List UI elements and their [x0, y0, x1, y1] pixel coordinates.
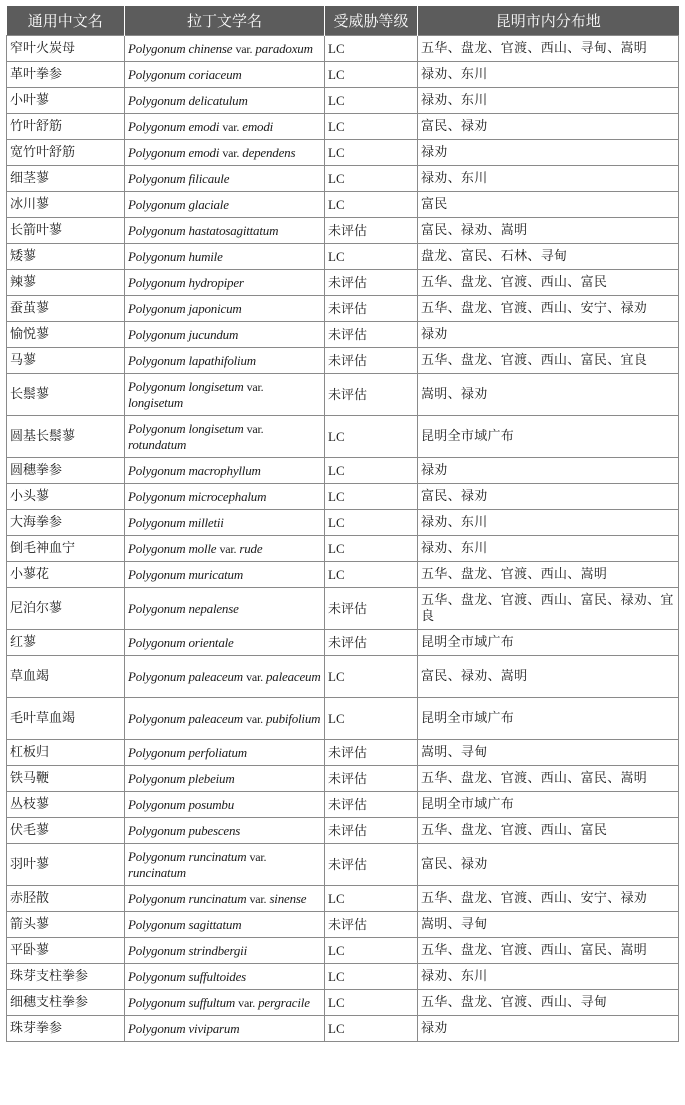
infraspecific-text: rotundatum — [128, 436, 187, 452]
distribution-cell: 富民、禄劝 — [418, 844, 679, 886]
epithet-text: lapathifolium — [188, 352, 256, 368]
table-header — [7, 6, 679, 36]
distribution-cell: 禄劝、东川 — [418, 166, 679, 192]
latin-name-cell — [125, 792, 325, 818]
latin-name-cell — [125, 1016, 325, 1042]
latin-name-cell — [125, 510, 325, 536]
latin-name-cell — [125, 964, 325, 990]
common-name-cell: 倒毛神血宁 — [7, 536, 125, 562]
epithet-text: milletii — [188, 514, 224, 530]
table-row — [7, 844, 679, 886]
threat-level-cell: LC — [325, 140, 418, 166]
threat-level-cell: LC — [325, 562, 418, 588]
epithet-text: orientale — [188, 634, 234, 650]
distribution-cell: 禄劝、东川 — [418, 62, 679, 88]
genus-text: Polygonum — [128, 770, 186, 786]
latin-name-cell — [125, 630, 325, 656]
common-name-cell: 红蓼 — [7, 630, 125, 656]
latin-name-cell — [125, 218, 325, 244]
latin-name-cell — [125, 244, 325, 270]
epithet-text: muricatum — [188, 566, 244, 582]
common-name-cell: 窄叶火炭母 — [7, 36, 125, 62]
header-common-name: 通用中文名 — [7, 6, 125, 36]
table-row — [7, 244, 679, 270]
latin-name-cell — [125, 938, 325, 964]
rank-text: var. — [222, 119, 240, 134]
latin-name-cell — [125, 818, 325, 844]
table-row — [7, 62, 679, 88]
infraspecific-text: paleaceum — [266, 668, 321, 684]
latin-name-cell — [125, 62, 325, 88]
rank-text: var. — [249, 849, 267, 864]
threat-level-cell: LC — [325, 698, 418, 740]
epithet-text: filicaule — [188, 170, 230, 186]
latin-name-cell — [125, 416, 325, 458]
threat-level-cell: 未评估 — [325, 296, 418, 322]
table-row — [7, 886, 679, 912]
genus-text: Polygonum — [128, 248, 186, 264]
table-row — [7, 588, 679, 630]
genus-text: Polygonum — [128, 378, 186, 394]
epithet-text: emodi — [188, 144, 220, 160]
infraspecific-text: sinense — [269, 890, 307, 906]
threat-level-cell: 未评估 — [325, 588, 418, 630]
distribution-cell: 禄劝、东川 — [418, 536, 679, 562]
genus-text: Polygonum — [128, 600, 186, 616]
distribution-cell: 昆明全市域广布 — [418, 630, 679, 656]
epithet-text: paleaceum — [188, 710, 243, 726]
distribution-cell: 五华、盘龙、官渡、西山、富民、嵩明 — [418, 938, 679, 964]
latin-name-cell — [125, 140, 325, 166]
common-name-cell: 矮蓼 — [7, 244, 125, 270]
latin-name-cell — [125, 844, 325, 886]
genus-text: Polygonum — [128, 40, 186, 56]
distribution-cell: 盘龙、富民、石林、寻甸 — [418, 244, 679, 270]
table-row — [7, 218, 679, 244]
distribution-cell: 五华、盘龙、官渡、西山、嵩明 — [418, 562, 679, 588]
epithet-text: jucundum — [188, 326, 239, 342]
infraspecific-text: dependens — [242, 144, 296, 160]
threat-level-cell: LC — [325, 88, 418, 114]
threat-level-cell: 未评估 — [325, 348, 418, 374]
latin-name-cell — [125, 114, 325, 140]
table-row — [7, 818, 679, 844]
distribution-cell: 嵩明、寻甸 — [418, 740, 679, 766]
genus-text: Polygonum — [128, 796, 186, 812]
threat-level-cell: 未评估 — [325, 322, 418, 348]
epithet-text: plebeium — [188, 770, 235, 786]
table-row — [7, 740, 679, 766]
distribution-cell: 五华、盘龙、官渡、西山、富民、嵩明 — [418, 766, 679, 792]
common-name-cell: 圆穗拳参 — [7, 458, 125, 484]
common-name-cell: 杠板归 — [7, 740, 125, 766]
common-name-cell: 竹叶舒筋 — [7, 114, 125, 140]
threat-level-cell: LC — [325, 36, 418, 62]
latin-name-cell — [125, 740, 325, 766]
common-name-cell: 铁马鞭 — [7, 766, 125, 792]
genus-text: Polygonum — [128, 634, 186, 650]
epithet-text: emodi — [188, 118, 220, 134]
threat-level-cell: 未评估 — [325, 218, 418, 244]
rank-text: var. — [235, 41, 253, 56]
table-row — [7, 990, 679, 1016]
latin-name-cell — [125, 322, 325, 348]
threat-level-cell: 未评估 — [325, 630, 418, 656]
rank-text: var. — [246, 669, 263, 684]
table-row — [7, 140, 679, 166]
epithet-text: viviparum — [188, 1020, 240, 1036]
infraspecific-text: longisetum — [128, 394, 184, 410]
genus-text: Polygonum — [128, 890, 186, 906]
threat-level-cell: LC — [325, 656, 418, 698]
rank-text: var. — [222, 145, 240, 160]
genus-text: Polygonum — [128, 942, 186, 958]
latin-name-cell — [125, 766, 325, 792]
epithet-text: strindbergii — [188, 942, 247, 958]
genus-text: Polygonum — [128, 144, 186, 160]
distribution-cell: 禄劝 — [418, 140, 679, 166]
genus-text: Polygonum — [128, 66, 186, 82]
distribution-cell: 禄劝、东川 — [418, 510, 679, 536]
epithet-text: coriaceum — [188, 66, 242, 82]
genus-text: Polygonum — [128, 540, 186, 556]
latin-name-cell — [125, 990, 325, 1016]
common-name-cell: 冰川蓼 — [7, 192, 125, 218]
distribution-cell: 禄劝、东川 — [418, 964, 679, 990]
common-name-cell: 毛叶草血竭 — [7, 698, 125, 740]
threat-level-cell: LC — [325, 990, 418, 1016]
genus-text: Polygonum — [128, 1020, 186, 1036]
distribution-cell: 五华、盘龙、官渡、西山、富民 — [418, 270, 679, 296]
common-name-cell: 珠芽拳参 — [7, 1016, 125, 1042]
genus-text: Polygonum — [128, 274, 186, 290]
epithet-text: longisetum — [188, 420, 244, 436]
common-name-cell: 细穗支柱拳参 — [7, 990, 125, 1016]
distribution-cell: 五华、盘龙、官渡、西山、安宁、禄劝 — [418, 886, 679, 912]
epithet-text: molle — [188, 540, 217, 556]
latin-name-cell — [125, 192, 325, 218]
genus-text: Polygonum — [128, 462, 186, 478]
infraspecific-text: emodi — [242, 118, 274, 134]
genus-text: Polygonum — [128, 222, 186, 238]
epithet-text: delicatulum — [188, 92, 248, 108]
distribution-cell: 五华、盘龙、官渡、西山、富民 — [418, 818, 679, 844]
epithet-text: chinense — [188, 40, 233, 56]
table-row — [7, 166, 679, 192]
threat-level-cell: LC — [325, 1016, 418, 1042]
threat-level-cell: 未评估 — [325, 766, 418, 792]
threat-level-cell: 未评估 — [325, 270, 418, 296]
table-row — [7, 656, 679, 698]
threat-level-cell: LC — [325, 62, 418, 88]
distribution-cell: 富民、禄劝 — [418, 114, 679, 140]
latin-name-cell — [125, 374, 325, 416]
threat-level-cell: LC — [325, 484, 418, 510]
header-threat-level: 受威胁等级 — [325, 6, 418, 36]
table-row — [7, 698, 679, 740]
threat-level-cell: LC — [325, 964, 418, 990]
distribution-cell: 富民 — [418, 192, 679, 218]
epithet-text: perfoliatum — [188, 744, 247, 760]
genus-text: Polygonum — [128, 170, 186, 186]
latin-name-cell — [125, 912, 325, 938]
epithet-text: posumbu — [188, 796, 235, 812]
rank-text: var. — [246, 421, 264, 436]
genus-text: Polygonum — [128, 118, 186, 134]
epithet-text: paleaceum — [188, 668, 243, 684]
threat-level-cell: LC — [325, 510, 418, 536]
distribution-cell: 五华、盘龙、官渡、西山、寻甸 — [418, 990, 679, 1016]
genus-text: Polygonum — [128, 196, 186, 212]
genus-text: Polygonum — [128, 488, 186, 504]
table-row — [7, 964, 679, 990]
common-name-cell: 革叶拳参 — [7, 62, 125, 88]
genus-text: Polygonum — [128, 744, 186, 760]
latin-name-cell — [125, 536, 325, 562]
common-name-cell: 尼泊尔蓼 — [7, 588, 125, 630]
distribution-cell: 嵩明、寻甸 — [418, 912, 679, 938]
latin-name-cell — [125, 270, 325, 296]
threat-level-cell: 未评估 — [325, 818, 418, 844]
genus-text: Polygonum — [128, 848, 186, 864]
genus-text: Polygonum — [128, 92, 186, 108]
latin-name-cell — [125, 562, 325, 588]
epithet-text: longisetum — [188, 378, 244, 394]
table-row — [7, 766, 679, 792]
latin-name-cell — [125, 296, 325, 322]
latin-name-cell — [125, 36, 325, 62]
distribution-cell: 禄劝 — [418, 1016, 679, 1042]
threat-level-cell: LC — [325, 886, 418, 912]
threat-level-cell: 未评估 — [325, 844, 418, 886]
table-row — [7, 88, 679, 114]
rank-text: var. — [238, 995, 256, 1010]
common-name-cell: 细茎蓼 — [7, 166, 125, 192]
threat-level-cell: LC — [325, 938, 418, 964]
distribution-cell: 富民、禄劝、嵩明 — [418, 218, 679, 244]
table-body — [7, 36, 679, 1042]
distribution-cell: 五华、盘龙、官渡、西山、富民、禄劝、宜良 — [418, 588, 679, 630]
infraspecific-text: runcinatum — [128, 864, 186, 880]
rank-text: var. — [246, 379, 264, 394]
epithet-text: macrophyllum — [188, 462, 261, 478]
epithet-text: nepalense — [188, 600, 239, 616]
epithet-text: hastatosagittatum — [188, 222, 279, 238]
genus-text: Polygonum — [128, 514, 186, 530]
table-row — [7, 562, 679, 588]
epithet-text: pubescens — [188, 822, 241, 838]
distribution-cell: 五华、盘龙、官渡、西山、寻甸、嵩明 — [418, 36, 679, 62]
rank-text: var. — [246, 711, 263, 726]
threat-level-cell: LC — [325, 114, 418, 140]
table-row — [7, 322, 679, 348]
latin-name-cell — [125, 458, 325, 484]
epithet-text: suffultum — [188, 994, 236, 1010]
common-name-cell: 伏毛蓼 — [7, 818, 125, 844]
common-name-cell: 小头蓼 — [7, 484, 125, 510]
common-name-cell: 长箭叶蓼 — [7, 218, 125, 244]
latin-name-cell — [125, 588, 325, 630]
common-name-cell: 愉悦蓼 — [7, 322, 125, 348]
distribution-cell: 富民、禄劝、嵩明 — [418, 656, 679, 698]
species-table — [6, 6, 679, 1042]
distribution-cell: 富民、禄劝 — [418, 484, 679, 510]
table-row — [7, 192, 679, 218]
distribution-cell: 嵩明、禄劝 — [418, 374, 679, 416]
threat-level-cell: LC — [325, 166, 418, 192]
common-name-cell: 赤胫散 — [7, 886, 125, 912]
common-name-cell: 长鬃蓼 — [7, 374, 125, 416]
common-name-cell: 大海拳参 — [7, 510, 125, 536]
infraspecific-text: pergracile — [258, 994, 310, 1010]
epithet-text: runcinatum — [188, 848, 247, 864]
table-row — [7, 348, 679, 374]
header-row — [7, 6, 679, 36]
latin-name-cell — [125, 348, 325, 374]
table-row — [7, 374, 679, 416]
rank-text: var. — [219, 541, 237, 556]
genus-text: Polygonum — [128, 916, 186, 932]
table-row — [7, 270, 679, 296]
latin-name-cell — [125, 698, 325, 740]
latin-name-cell — [125, 484, 325, 510]
threat-level-cell: LC — [325, 536, 418, 562]
genus-text: Polygonum — [128, 668, 186, 684]
table-row — [7, 938, 679, 964]
genus-text: Polygonum — [128, 566, 186, 582]
common-name-cell: 箭头蓼 — [7, 912, 125, 938]
latin-name-cell — [125, 88, 325, 114]
table-row — [7, 1016, 679, 1042]
epithet-text: runcinatum — [188, 890, 247, 906]
epithet-text: microcephalum — [188, 488, 267, 504]
threat-level-cell: LC — [325, 192, 418, 218]
table-row — [7, 536, 679, 562]
latin-name-cell — [125, 886, 325, 912]
common-name-cell: 羽叶蓼 — [7, 844, 125, 886]
threat-level-cell: LC — [325, 244, 418, 270]
latin-name-cell — [125, 166, 325, 192]
table-row — [7, 792, 679, 818]
table-row — [7, 296, 679, 322]
common-name-cell: 珠芽支柱拳参 — [7, 964, 125, 990]
common-name-cell: 平卧蓼 — [7, 938, 125, 964]
genus-text: Polygonum — [128, 352, 186, 368]
distribution-cell: 昆明全市域广布 — [418, 698, 679, 740]
common-name-cell: 小叶蓼 — [7, 88, 125, 114]
threat-level-cell: 未评估 — [325, 792, 418, 818]
header-distribution: 昆明市内分布地 — [418, 6, 679, 36]
genus-text: Polygonum — [128, 822, 186, 838]
genus-text: Polygonum — [128, 420, 186, 436]
distribution-cell: 禄劝 — [418, 458, 679, 484]
common-name-cell: 丛枝蓼 — [7, 792, 125, 818]
table-row — [7, 912, 679, 938]
infraspecific-text: pubifolium — [266, 710, 321, 726]
common-name-cell: 圆基长鬃蓼 — [7, 416, 125, 458]
threat-level-cell: 未评估 — [325, 374, 418, 416]
genus-text: Polygonum — [128, 994, 186, 1010]
genus-text: Polygonum — [128, 326, 186, 342]
distribution-cell: 禄劝 — [418, 322, 679, 348]
genus-text: Polygonum — [128, 710, 186, 726]
epithet-text: hydropiper — [188, 274, 244, 290]
distribution-cell: 五华、盘龙、官渡、西山、安宁、禄劝 — [418, 296, 679, 322]
header-latin-name: 拉丁文学名 — [125, 6, 325, 36]
table-row — [7, 36, 679, 62]
distribution-cell: 禄劝、东川 — [418, 88, 679, 114]
latin-name-cell — [125, 656, 325, 698]
table-row — [7, 114, 679, 140]
common-name-cell: 小蓼花 — [7, 562, 125, 588]
rank-text: var. — [249, 891, 267, 906]
table-row — [7, 416, 679, 458]
common-name-cell: 草血竭 — [7, 656, 125, 698]
threat-level-cell: 未评估 — [325, 740, 418, 766]
epithet-text: glaciale — [188, 196, 229, 212]
common-name-cell: 辣蓼 — [7, 270, 125, 296]
table-row — [7, 630, 679, 656]
table-row — [7, 510, 679, 536]
distribution-cell: 昆明全市域广布 — [418, 792, 679, 818]
epithet-text: humile — [188, 248, 223, 264]
threat-level-cell: LC — [325, 416, 418, 458]
table-row — [7, 484, 679, 510]
threat-level-cell: LC — [325, 458, 418, 484]
common-name-cell: 马蓼 — [7, 348, 125, 374]
genus-text: Polygonum — [128, 968, 186, 984]
threat-level-cell: 未评估 — [325, 912, 418, 938]
common-name-cell: 蚕茧蓼 — [7, 296, 125, 322]
epithet-text: japonicum — [188, 300, 242, 316]
epithet-text: suffultoides — [188, 968, 247, 984]
infraspecific-text: paradoxum — [255, 40, 313, 56]
epithet-text: sagittatum — [188, 916, 242, 932]
distribution-cell: 昆明全市域广布 — [418, 416, 679, 458]
table-row — [7, 458, 679, 484]
infraspecific-text: rude — [239, 540, 263, 556]
common-name-cell: 宽竹叶舒筋 — [7, 140, 125, 166]
genus-text: Polygonum — [128, 300, 186, 316]
distribution-cell: 五华、盘龙、官渡、西山、富民、宜良 — [418, 348, 679, 374]
